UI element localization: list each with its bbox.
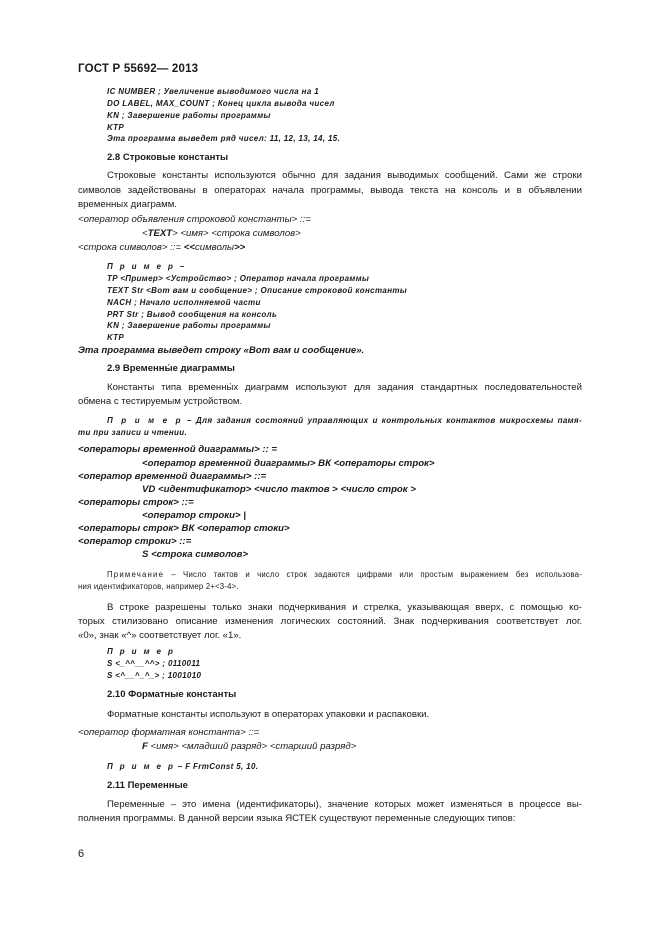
example-label: П р и м е р – [107,262,187,271]
grammar-line: <оператор строки> ::= [78,536,192,547]
grammar-line: VD <идентификатор> <число тактов > <число строк > [142,484,416,495]
grammar-line: <операторы строк> ::= [78,497,194,508]
example-note: ти при записи и чтении. [78,428,188,437]
note-line: Примечание – Число тактов и число строк задаются цифрами или простым выражением без использова- [107,570,582,579]
paragraph-line: Строковые константы используются обычно для задания выводимых сообщений. Сами же строки [107,170,582,181]
code-line: KTP [107,123,125,132]
paragraph-line: Переменные – это имена (идентификаторы), значение которых может изменяться в процессе вы- [107,799,582,810]
code-line: KN ; Завершение работы программы [107,321,271,330]
paragraph-line: торых стилизовано описание изменения логических состояний. Знак подчеркивания соответствует лог. [78,616,582,627]
code-line: IC NUMBER ; Увеличение выводимого числа на 1 [107,87,320,96]
paragraph-line: В строке разрешены только знаки подчеркивания и стрелка, указывающая вверх, с помощью ко- [107,602,582,613]
example-note: П р и м е р – Для задания состояний управляющих и контрольных контактов микросхемы памя- [107,416,582,425]
grammar-line: <операторы временной диаграммы> :: = [78,444,277,455]
code-line: NACH ; Начало исполняемой части [107,298,261,307]
grammar-line: <оператор объявления строковой константы> ::= [78,214,311,225]
code-line: TEXT Str <Вот вам и сообщение> ; Описание строковой константы [107,286,408,295]
paragraph-line: Форматные константы используют в операторах упаковки и распаковки. [107,709,430,720]
standard-header: ГОСТ Р 55692— 2013 [78,63,199,75]
paragraph-line: полнения программы. В данной версии языка ЯСТЕК существуют переменные следующих типов: [78,813,516,824]
section-heading: 2.10 Форматные константы [107,689,237,700]
grammar-line: <оператор форматная константа> ::= [78,727,260,738]
grammar-line: <оператор временной диаграммы> ::= [78,471,267,482]
grammar-line: <оператор временной диаграммы> ВК <операторы строк> [142,458,435,469]
section-heading: 2.8 Строковые константы [107,152,229,163]
section-heading: 2.11 Переменные [107,780,188,791]
code-line: S <_^^__^^> ; 0110011 [107,659,201,668]
code-line: DO LABEL, MAX_COUNT ; Конец цикла вывода чисел [107,99,335,108]
paragraph-line: символов задействованы в операторах начала программы, вывода текста на консоль и в объявлении [78,185,582,196]
grammar-line: <TEXT> <имя> <строка символов> [142,228,301,239]
grammar-line: F <имя> <младший разряд> <старший разряд> [142,741,357,752]
code-line: KTP [107,333,125,342]
paragraph-line: Константы типа временны́х диаграмм используют для задания стандартных последовательностей [107,382,582,393]
result-line: Эта программа выведет строку «Вот вам и сообщение». [78,345,365,356]
grammar-line: <операторы строк> ВК <оператор стоки> [78,523,290,534]
code-line: TP <Пример> <Устройство> ; Оператор начала программы [107,274,370,283]
grammar-line: S <строка символов> [142,549,249,560]
code-line: S <^__^_^_> ; 1001010 [107,671,202,680]
example-note: П р и м е р – F FrmConst 5, 10. [107,762,259,771]
note-line: ния идентификаторов, например 2+<3-4>. [78,582,239,591]
grammar-line: <строка символов> ::= <<символы>> [78,242,246,253]
code-line: Эта программа выведет ряд чисел: 11, 12, 13, 14, 15. [107,134,341,143]
paragraph-line: временных диаграмм. [78,199,177,210]
page-number: 6 [78,848,85,860]
grammar-line: <оператор строки> | [142,510,246,521]
paragraph-line: «0», знак «^» соответствует лог. «1». [78,630,242,641]
code-line: PRT Str ; Вывод сообщения на консоль [107,310,278,319]
paragraph-line: обмена с тестируемым устройством. [78,396,243,407]
code-line: KN ; Завершение работы программы [107,111,271,120]
example-label: П р и м е р [107,647,176,656]
section-heading: 2.9 Временны́е диаграммы [107,363,235,374]
